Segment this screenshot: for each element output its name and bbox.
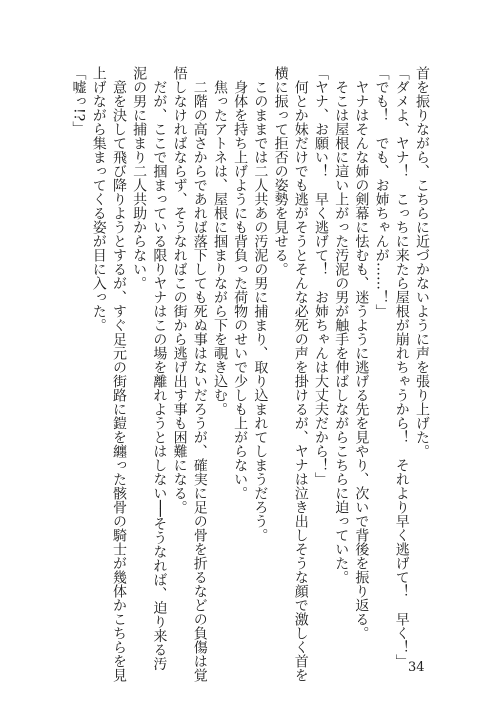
text-line: 「でも！ でも、お姉ちゃんが……！」 xyxy=(373,66,390,318)
text-line: 悟しなければならず、そうなればこの街から逃げ出す事も困難になる。 xyxy=(171,66,188,514)
text-line: だが、ここで掴まっている限りヤナはこの場を離れようとはしない──そうなれば、迫り来る汚 xyxy=(151,66,168,671)
text-line: 泥の男に捕まり二人共助からない。 xyxy=(131,66,148,290)
text-line: 首を振りながら、こちらに近づかないように声を張り上げた。 xyxy=(414,66,430,458)
text-line: 「嘘っ!?」 xyxy=(70,66,87,136)
page-number: 34 xyxy=(408,660,425,675)
text-line: 意を決して飛び降りようとするが、すぐ足元の街路に鎧を纏った骸骨の騎士が幾体かこちらを見 xyxy=(110,66,127,682)
text-line: 身体を持ち上げようにも背負った荷物のせいで少しも上がらない。 xyxy=(232,66,249,500)
text-line: 上げながら集まってくる姿が目に入った。 xyxy=(90,66,107,332)
text-line: 焦ったアトネは、屋根に掴まりながら下を覗き込む。 xyxy=(211,66,228,416)
text-line: 「ヤナ、お願い！ 早く逃げて！ お姉ちゃんは大丈夫だから！」 xyxy=(312,66,329,486)
text-line: ヤナはそんな姉の剣幕に怯むも、迷うように逃げる先を見やり、次いで背後を振り返る。 xyxy=(353,66,370,640)
text-line: 横に振って拒否の姿勢を見せる。 xyxy=(272,66,289,276)
text-line: 「ダメよ、ヤナ！ こっちに来たら屋根が崩れちゃうから！ それより早く逃げて！ 早く！」 xyxy=(393,66,410,668)
text-line: 二階の高さからであれば落下しても死ぬ事はないだろうが、確実に足の骨を折るなどの負傷は覚 xyxy=(191,66,208,682)
text-line: このままでは二人共あの汚泥の男に捕まり、取り込まれてしまうだろう。 xyxy=(252,66,269,542)
text-line: そこは屋根に這い上がった汚泥の男が触手を伸ばしながらこちらに迫っていた。 xyxy=(333,66,350,584)
text-line: 何とか妹だけでも逃がそうとそんな必死の声を掛けるが、ヤナは泣き出しそうな顔で激しく首を xyxy=(292,66,309,682)
